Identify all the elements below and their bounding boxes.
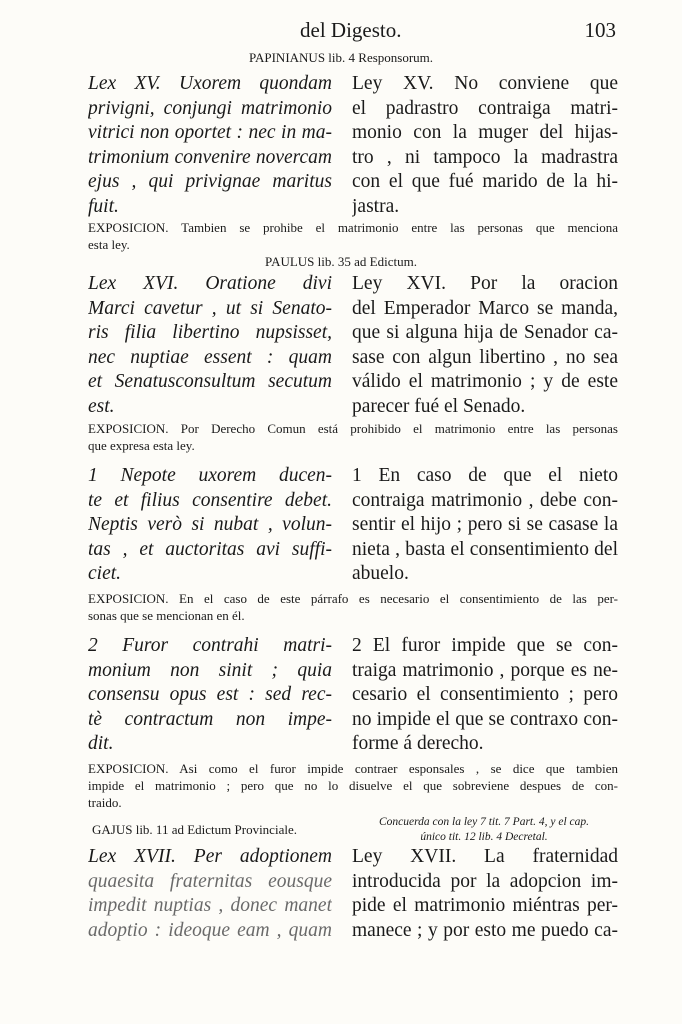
text-line: cesario el consentimiento ; pero <box>352 684 618 706</box>
text-line: 1 En caso de que el nieto <box>352 465 618 486</box>
text-line: que expresa esta ley. <box>88 438 195 453</box>
running-title: del Digesto. <box>300 18 402 42</box>
text-line: te et filius consentire debet. <box>88 489 332 511</box>
text-line: no impide el que se contraxo con- <box>352 708 618 730</box>
text-line: privigni, conjungi matrimonio <box>88 97 332 119</box>
text-line: válido el matrimonio ; y de este <box>352 371 618 393</box>
text-line: contraiga matrimonio , debe con- <box>352 489 618 511</box>
source-citation: GAJUS lib. 11 ad Edictum Provinciale. <box>92 822 297 837</box>
text-line: est. <box>88 395 115 417</box>
text-line: tas , et auctoritas avi suffi- <box>88 538 332 560</box>
text-line: fuit. <box>88 195 119 217</box>
text-line: tè contractum non impe- <box>88 708 332 730</box>
exposicion-paragraph-1 <box>88 590 618 624</box>
text-line: jastra. <box>352 195 400 217</box>
text-line: Ley XVI. Por la oracion <box>352 273 618 294</box>
spanish-text-ley-17 <box>352 845 618 943</box>
text-line: que si alguna hija de Senador ca- <box>352 322 618 344</box>
text-line: Lex XVII. Per adoptionem <box>88 846 332 867</box>
text-line: ciet. <box>88 563 122 585</box>
text-line: Marci cavetur , ut si Senato- <box>88 297 332 319</box>
text-line: esta ley. <box>88 237 130 252</box>
page-number: 103 <box>584 18 616 42</box>
text-line: impide el matrimonio ; pero que no lo disuelve el que sobreviene despues de con- <box>88 778 618 793</box>
text-line: con el que fué marido de la hi- <box>352 171 618 193</box>
text-line: manece ; y por esto me puedo ca- <box>352 919 618 941</box>
exposicion-paragraph-2 <box>88 760 618 811</box>
source-citation: PAPINIANUS lib. 4 Responsorum. <box>248 50 434 65</box>
text-line: EXPOSICION. Por Derecho Comun está prohibido el matrimonio entre las personas <box>88 421 618 436</box>
text-line: EXPOSICION. Tambien se prohibe el matrimonio entre las personas que menciona <box>88 220 618 235</box>
text-line: Ley XVII. La fraternidad <box>352 846 618 867</box>
text-line: el padrastro contraiga matri- <box>352 97 618 119</box>
running-header <box>0 14 682 42</box>
text-line: quaesita fraternitas eousque <box>88 870 332 892</box>
text-line: vitrici non oportet : nec in ma- <box>88 122 332 144</box>
text-line: del Emperador Marco se manda, <box>352 297 618 319</box>
text-line: EXPOSICION. En el caso de este párrafo es necesario el consentimiento de las per- <box>88 591 618 606</box>
text-line: introducida por la adopcion im- <box>352 870 618 892</box>
latin-text-paragraph-1 <box>88 464 332 587</box>
text-line: impedit nuptias , donec manet <box>88 895 332 917</box>
latin-text-lex-16 <box>88 272 332 420</box>
text-line: forme á derecho. <box>352 733 484 755</box>
text-line: ris filia libertino nupsisset, <box>88 322 332 344</box>
text-line: único tit. 12 lib. 4 Decretal. <box>420 831 548 843</box>
text-line: nec nuptiae essent : quam <box>88 346 332 368</box>
text-line: abuelo. <box>352 563 409 585</box>
text-line: monio con la muger del hijas- <box>352 122 618 144</box>
concordance-note <box>350 815 618 845</box>
exposicion-lex-16 <box>88 420 618 454</box>
latin-text-lex-15 <box>88 72 332 220</box>
text-line: EXPOSICION. Asi como el furor impide contraer esponsales , se dice que tambien <box>88 761 618 776</box>
latin-text-paragraph-2 <box>88 634 332 757</box>
text-line: trimonium convenire novercam <box>88 146 332 168</box>
text-line: 1 Nepote uxorem ducen- <box>88 465 332 486</box>
text-line: Concuerda con la ley 7 tit. 7 Part. 4, y el cap. <box>378 816 590 828</box>
text-line: et Senatusconsultum secutum <box>88 371 332 393</box>
text-line: monium non sinit ; quia <box>88 659 332 681</box>
text-line: Lex XVI. Oratione divi <box>88 273 332 294</box>
text-line: adoptio : ideoque eam , quam <box>88 919 332 941</box>
text-line: sentir el hijo ; pero si se casase la <box>352 514 618 536</box>
text-line: pide el matrimonio miéntras per- <box>352 895 618 917</box>
spanish-text-ley-16 <box>352 272 618 420</box>
text-line: Neptis verò si nubat , volun- <box>88 514 332 536</box>
text-line: Lex XV. Uxorem quondam <box>88 73 332 94</box>
text-line: sase con algun libertino , no sea <box>352 346 618 368</box>
text-line: Ley XV. No conviene que <box>352 73 618 94</box>
text-line: traido. <box>88 795 122 810</box>
text-line: sonas que se mencionan en él. <box>88 608 245 623</box>
text-line: parecer fué el Senado. <box>352 395 526 417</box>
text-line: traiga matrimonio , porque es ne- <box>352 659 618 681</box>
exposicion-lex-15 <box>88 219 618 253</box>
text-line: tro , ni tampoco la madrastra <box>352 146 618 168</box>
spanish-text-ley-15 <box>352 72 618 220</box>
text-line: nieta , basta el consentimiento del <box>352 538 618 560</box>
latin-text-lex-17 <box>88 845 332 943</box>
text-line: 2 El furor impide que se con- <box>352 635 618 656</box>
spanish-text-paragraph-2 <box>352 634 618 757</box>
text-line: consensu opus est : sed rec- <box>88 684 332 706</box>
spanish-text-paragraph-1 <box>352 464 618 587</box>
text-line: ejus , qui privignae maritus <box>88 171 332 193</box>
source-citation: PAULUS lib. 35 ad Edictum. <box>265 254 417 269</box>
text-line: 2 Furor contrahi matri- <box>88 635 332 656</box>
text-line: dit. <box>88 733 114 755</box>
